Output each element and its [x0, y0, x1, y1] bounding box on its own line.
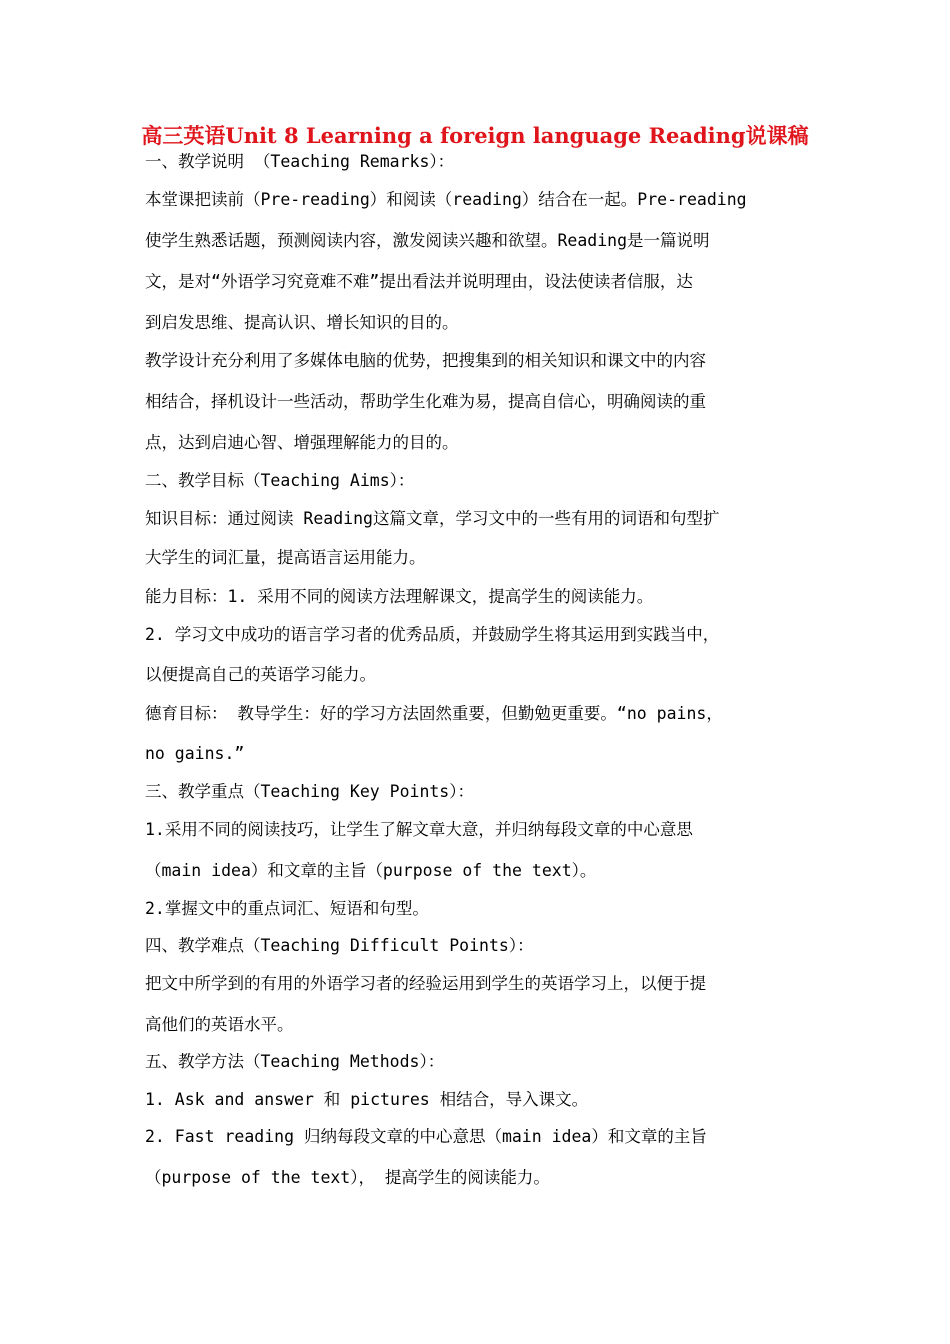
paragraph-line: 相结合，择机设计一些活动，帮助学生化难为易，提高自信心，明确阅读的重 [145, 392, 706, 411]
paragraph-line: 能力目标：1. 采用不同的阅读方法理解课文，提高学生的阅读能力。 [145, 587, 654, 606]
paragraph-line: 使学生熟悉话题，预测阅读内容，激发阅读兴趣和欲望。Reading是一篇说明 [145, 231, 710, 250]
paragraph-line: 2.掌握文中的重点词汇、短语和句型。 [145, 899, 429, 918]
paragraph-line: 1.采用不同的阅读技巧，让学生了解文章大意，并归纳每段文章的中心意思 [145, 820, 693, 839]
paragraph-line: 到启发思维、提高认识、增长知识的目的。 [145, 313, 459, 332]
paragraph-line: 德育目标： 教导学生：好的学习方法固然重要，但勤勉更重要。“no pains， [145, 704, 723, 723]
section-heading-methods: 五、教学方法（Teaching Methods）： [145, 1052, 445, 1071]
section-heading-remarks: 一、教学说明 （Teaching Remarks）： [145, 152, 455, 171]
paragraph-line: （purpose of the text）， 提高学生的阅读能力。 [145, 1168, 550, 1187]
document-title: 高三英语Unit 8 Learning a foreign language Reading说课稿 [141, 123, 809, 148]
paragraph-line: 本堂课把读前（Pre-reading）和阅读（reading）结合在一起。Pre-reading [145, 190, 747, 209]
paragraph-line: 教学设计充分利用了多媒体电脑的优势，把搜集到的相关知识和课文中的内容 [145, 351, 706, 370]
section-heading-difficult-points: 四、教学难点（Teaching Difficult Points）： [145, 936, 534, 955]
paragraph-line: 文，是对“外语学习究竟难不难”提出看法并说明理由，设法使读者信服，达 [145, 272, 693, 291]
paragraph-line: 2. Fast reading 归纳每段文章的中心意思（main idea）和文章的主旨 [145, 1127, 707, 1146]
paragraph-line: 以便提高自己的英语学习能力。 [145, 665, 376, 684]
paragraph-line: 2. 学习文中成功的语言学习者的优秀品质，并鼓励学生将其运用到实践当中， [145, 625, 720, 644]
paragraph-line: 把文中所学到的有用的外语学习者的经验运用到学生的英语学习上，以便于提 [145, 974, 706, 993]
paragraph-line: 高他们的英语水平。 [145, 1015, 294, 1034]
section-heading-aims: 二、教学目标（Teaching Aims）： [145, 471, 415, 490]
paragraph-line: 知识目标：通过阅读 Reading这篇文章，学习文中的一些有用的词语和句型扩 [145, 509, 720, 528]
section-heading-key-points: 三、教学重点（Teaching Key Points）： [145, 782, 474, 801]
paragraph-line: no gains.” [145, 744, 245, 763]
paragraph-line: 1. Ask and answer 和 pictures 相结合，导入课文。 [145, 1090, 589, 1109]
paragraph-line: （main idea）和文章的主旨（purpose of the text）。 [145, 861, 597, 880]
paragraph-line: 点，达到启迪心智、增强理解能力的目的。 [145, 433, 459, 452]
paragraph-line: 大学生的词汇量，提高语言运用能力。 [145, 548, 426, 567]
